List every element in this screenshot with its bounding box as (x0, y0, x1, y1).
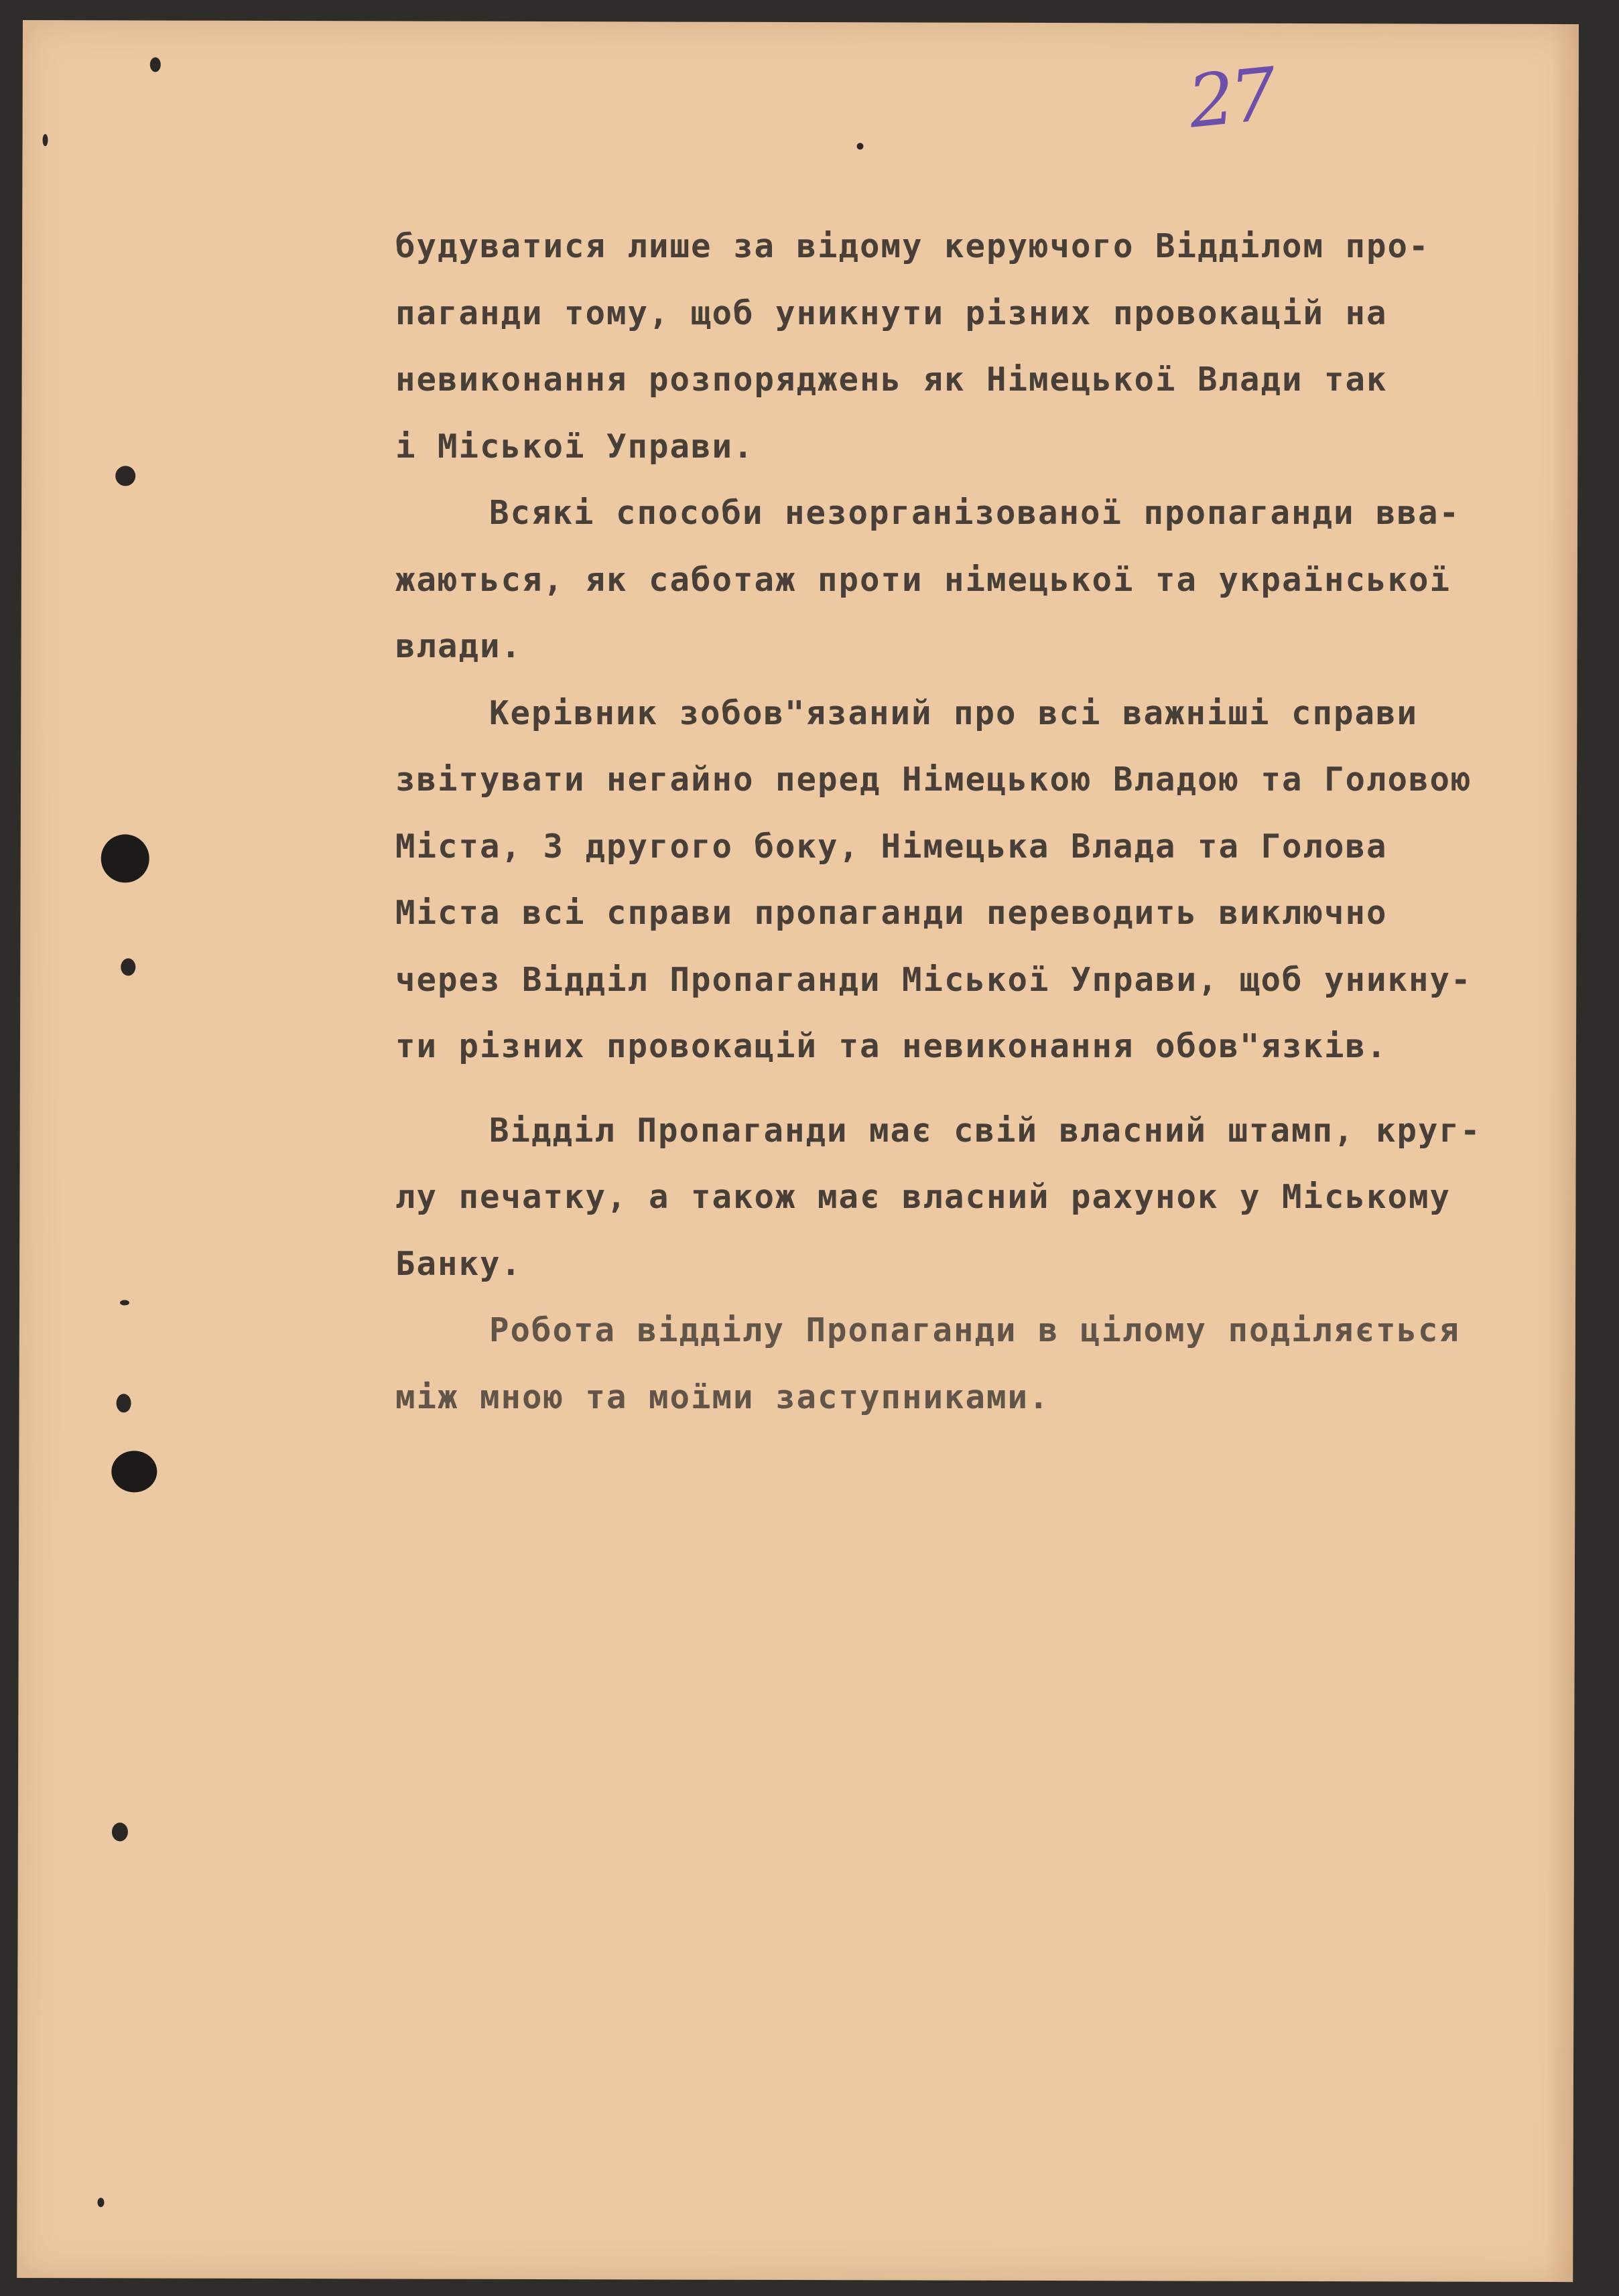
text-line: паганди тому, щоб уникнути різних провокацій на (395, 293, 1388, 332)
text-line: будуватися лише за відому керуючого Відділом про- (395, 227, 1430, 265)
text-line: Всякі способи незорганізованої пропаганди вва- (489, 494, 1461, 532)
text-line: ти різних провокацій та невиконання обов"язків. (395, 1027, 1388, 1065)
margin-speck (115, 466, 135, 486)
margin-speck (150, 57, 161, 72)
text-line: Банку. (395, 1244, 523, 1283)
text-line: Робота відділу Пропаганди в цілому поділяється (489, 1311, 1461, 1349)
punch-hole-2 (111, 1450, 157, 1492)
text-line: жаються, як саботаж проти німецької та української (395, 560, 1451, 599)
paragraph-gap (395, 1080, 1561, 1097)
margin-speck (117, 1394, 131, 1412)
text-line: Керівник зобов"язаний про всі важніші справи (489, 693, 1419, 732)
text-line: між мною та моїми заступниками. (395, 1377, 1050, 1416)
text-line: і Міської Управи. (395, 427, 755, 466)
paragraph-2 (395, 480, 1561, 680)
paragraph-4 (395, 1097, 1561, 1298)
paragraph-5 (395, 1297, 1561, 1430)
paragraph-3 (395, 680, 1561, 1080)
text-line: Відділ Пропаганди має свій власний штамп, круг- (489, 1111, 1482, 1150)
margin-speck (43, 134, 48, 146)
margin-speck (97, 2198, 104, 2207)
text-line: влади. (395, 627, 523, 665)
margin-speck (112, 1822, 128, 1841)
folio-number: 27 (1184, 52, 1277, 145)
text-line: через Відділ Пропаганди Міської Управи, щоб уникну- (395, 960, 1472, 999)
text-line: лу печатку, а також має власний рахунок у Міському (395, 1178, 1451, 1216)
margin-speck (856, 143, 863, 149)
paragraph-1 (395, 213, 1561, 480)
margin-speck (121, 958, 135, 975)
text-line: звітувати негайно перед Німецькою Владою та Головою (395, 760, 1472, 799)
margin-speck (120, 1300, 129, 1305)
text-line: Міста всі справи пропаганди переводить виключно (395, 894, 1388, 932)
text-line: Міста, З другого боку, Німецька Влада та Голова (395, 827, 1388, 866)
typed-text-body (395, 213, 1561, 1430)
text-line: невиконання розпоряджень як Німецької Влади так (395, 360, 1388, 399)
punch-hole-1 (101, 834, 149, 882)
